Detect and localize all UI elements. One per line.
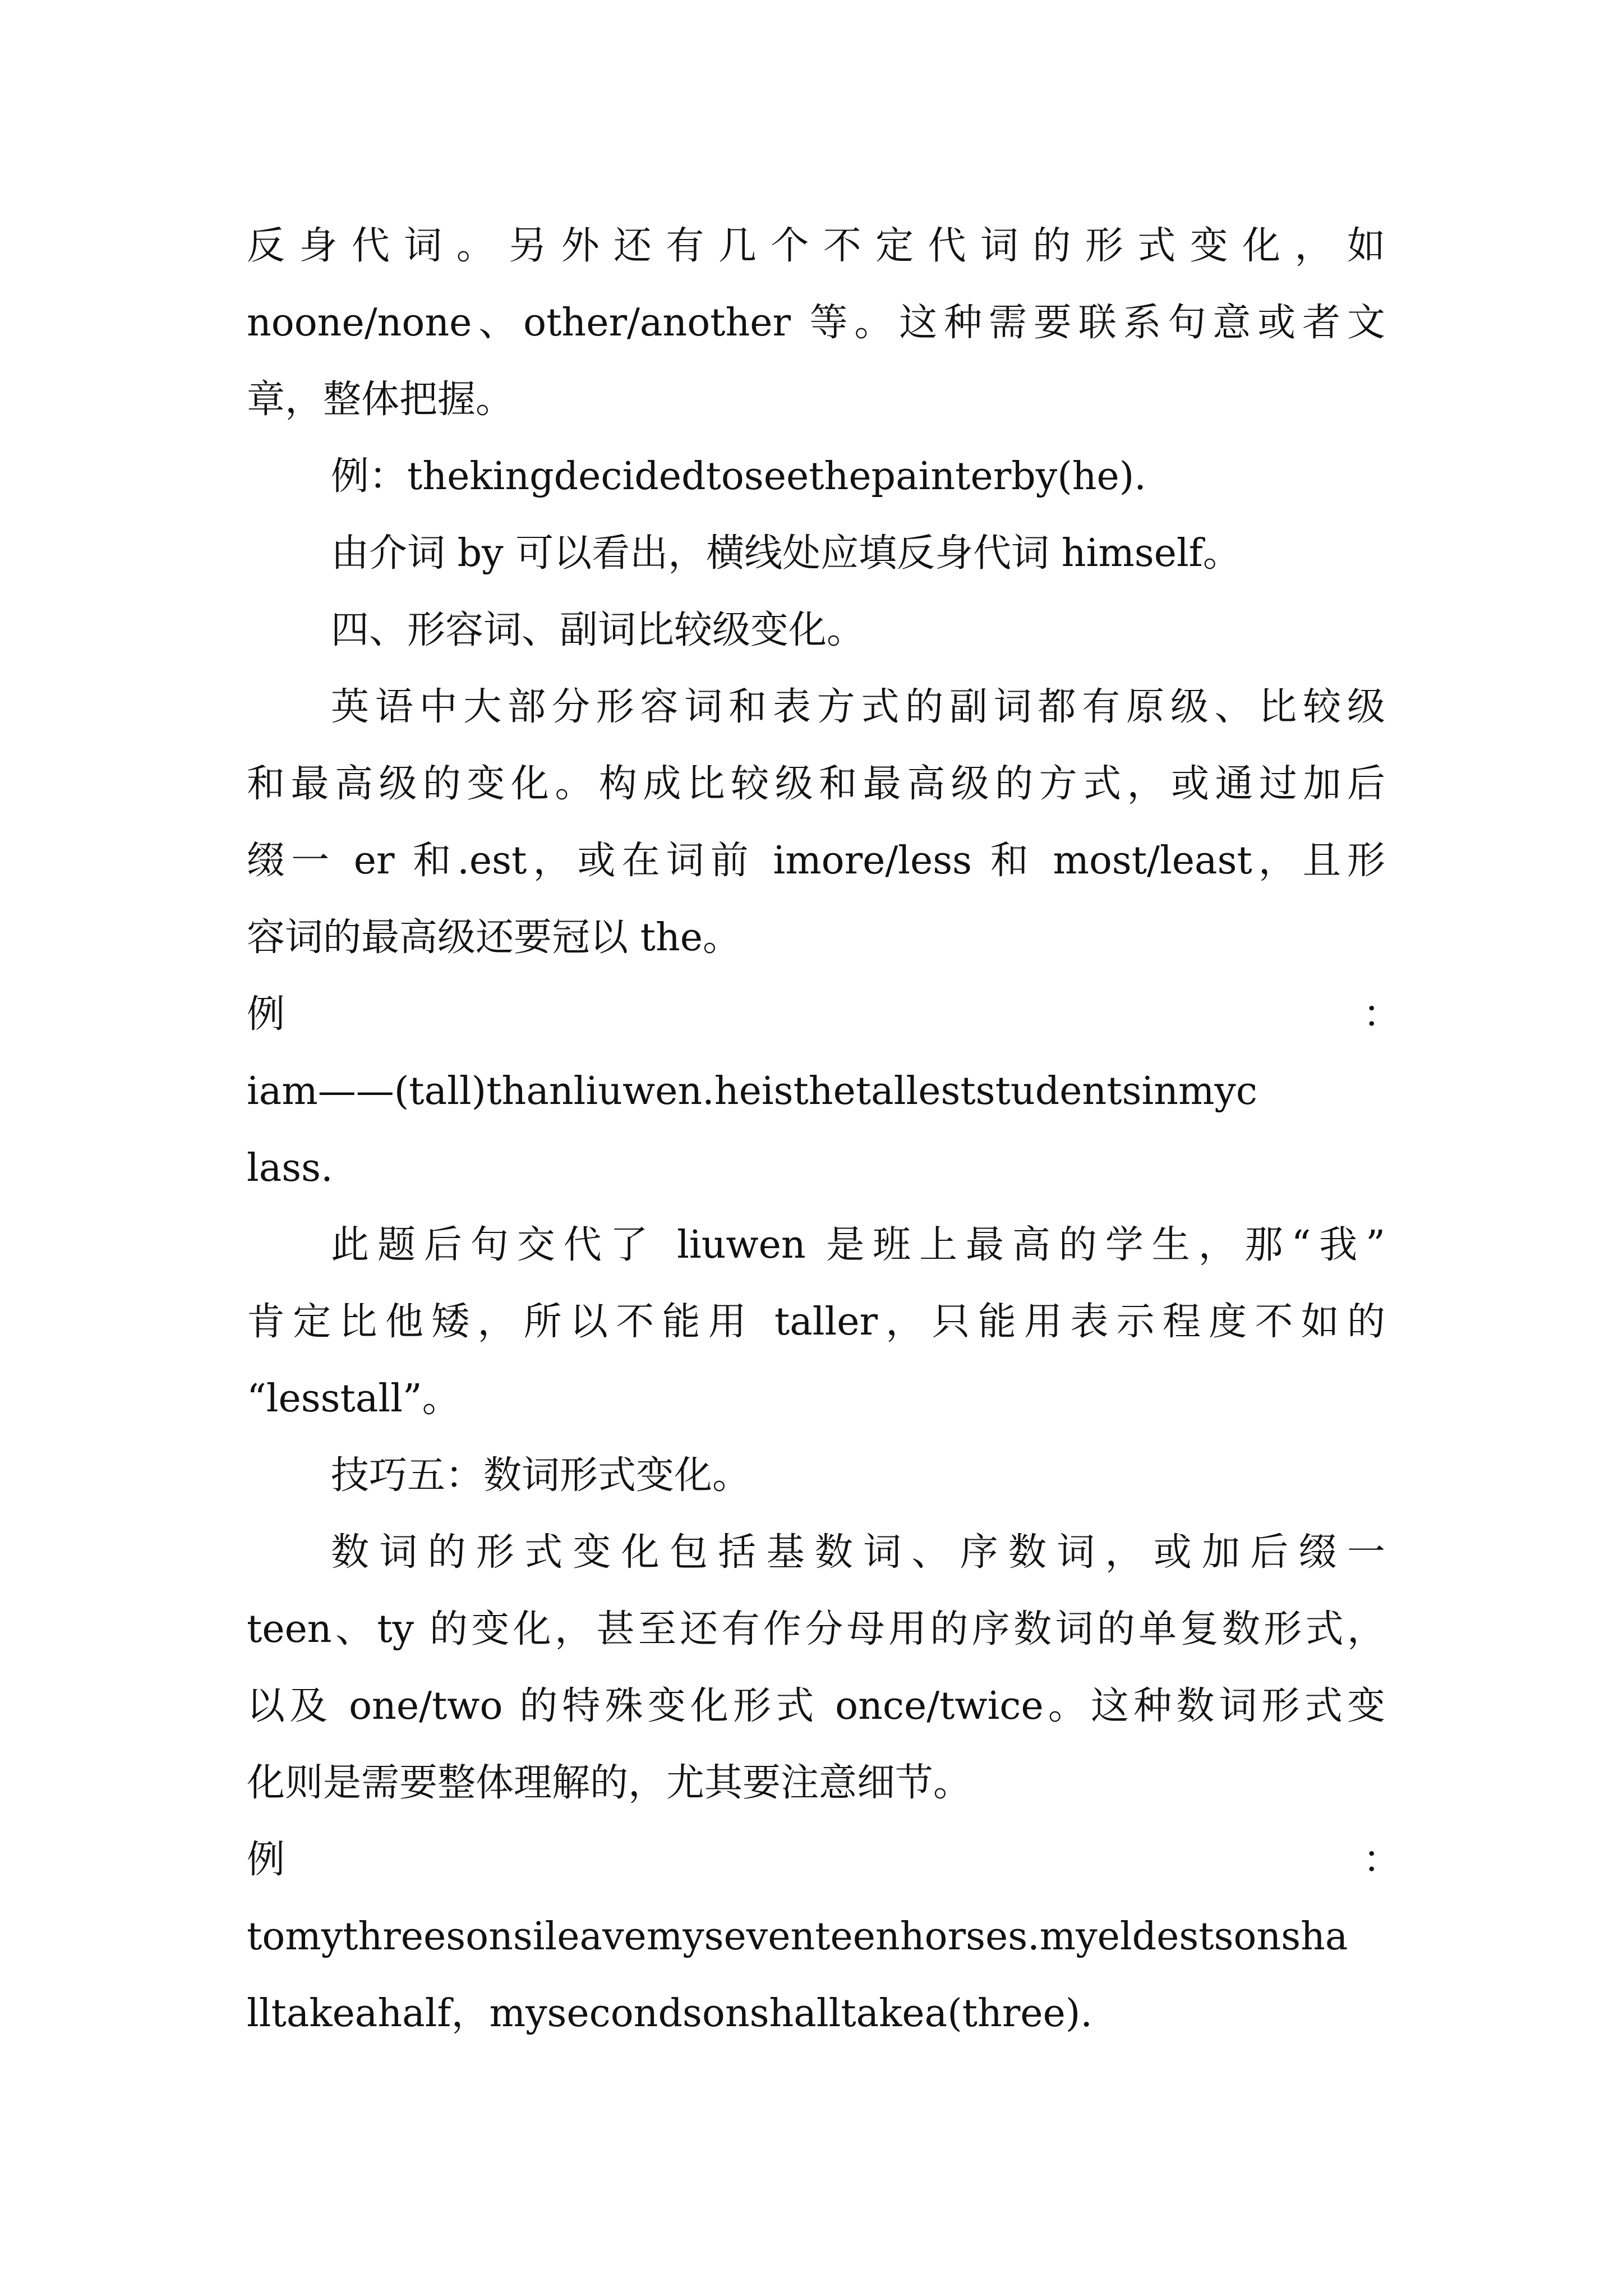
text-line: 数词的形式变化包括基数词、序数词，或加后缀一	[331, 1530, 1385, 1575]
text-line: 技巧五：数词形式变化。	[331, 1453, 751, 1498]
text-line: iam——(tall)thanliuwen.heisthetalleststudentsinmyc	[247, 1069, 1257, 1114]
text-line: teen、ty 的变化，甚至还有作分母用的序数词的单复数形式，	[247, 1607, 1385, 1651]
body-text	[247, 208, 1401, 2052]
text-line: “lesstall”。	[247, 1377, 460, 1421]
example-label-line	[247, 976, 1401, 1053]
spacer	[583, 976, 1363, 1053]
spacer	[583, 1821, 1363, 1898]
text-line: tomythreesonsileavemyseventeenhorses.myeldestsonsha	[247, 1915, 1348, 1959]
text-line: 章，整体把握。	[247, 378, 514, 422]
text-line: 例：thekingdecidedtoseethepainterby(he).	[331, 454, 1146, 499]
example-colon: ：	[1363, 992, 1401, 1037]
text-line: 英语中大部分形容词和表方式的副词都有原级、比较级	[331, 685, 1385, 729]
text-line: 四、形容词、副词比较级变化。	[331, 608, 865, 652]
text-line: 缀一 er 和.est，或在词前 imore/less 和 most/least，且形	[247, 839, 1385, 883]
text-line: lltakeahalf，mysecondsonshalltakea(three).	[247, 1991, 1092, 2036]
text-line: 此题后句交代了 liuwen 是班上最高的学生，那“我”	[331, 1223, 1385, 1267]
example-colon: ：	[1363, 1838, 1401, 1882]
text-line: lass.	[247, 1146, 333, 1190]
text-line: 容词的最高级还要冠以 the。	[247, 915, 741, 960]
example-label: 例	[247, 1838, 285, 1882]
text-line: 以及 one/two 的特殊变化形式 once/twice。这种数词形式变	[247, 1684, 1385, 1728]
text-line: 反身代词。另外还有几个不定代词的形式变化，如	[247, 224, 1385, 268]
text-line: 肯定比他矮，所以不能用 taller，只能用表示程度不如的	[247, 1300, 1385, 1344]
text-line: 和最高级的变化。构成比较级和最高级的方式，或通过加后	[247, 762, 1385, 806]
text-line: noone/none、other/another 等。这种需要联系句意或者文	[247, 301, 1385, 345]
text-line: 化则是需要整体理解的，尤其要注意细节。	[247, 1761, 972, 1805]
text-line: 由介词 by 可以看出，横线处应填反身代词 himself。	[331, 531, 1241, 576]
example-label: 例	[247, 992, 285, 1037]
example-label-line	[247, 1821, 1401, 1898]
